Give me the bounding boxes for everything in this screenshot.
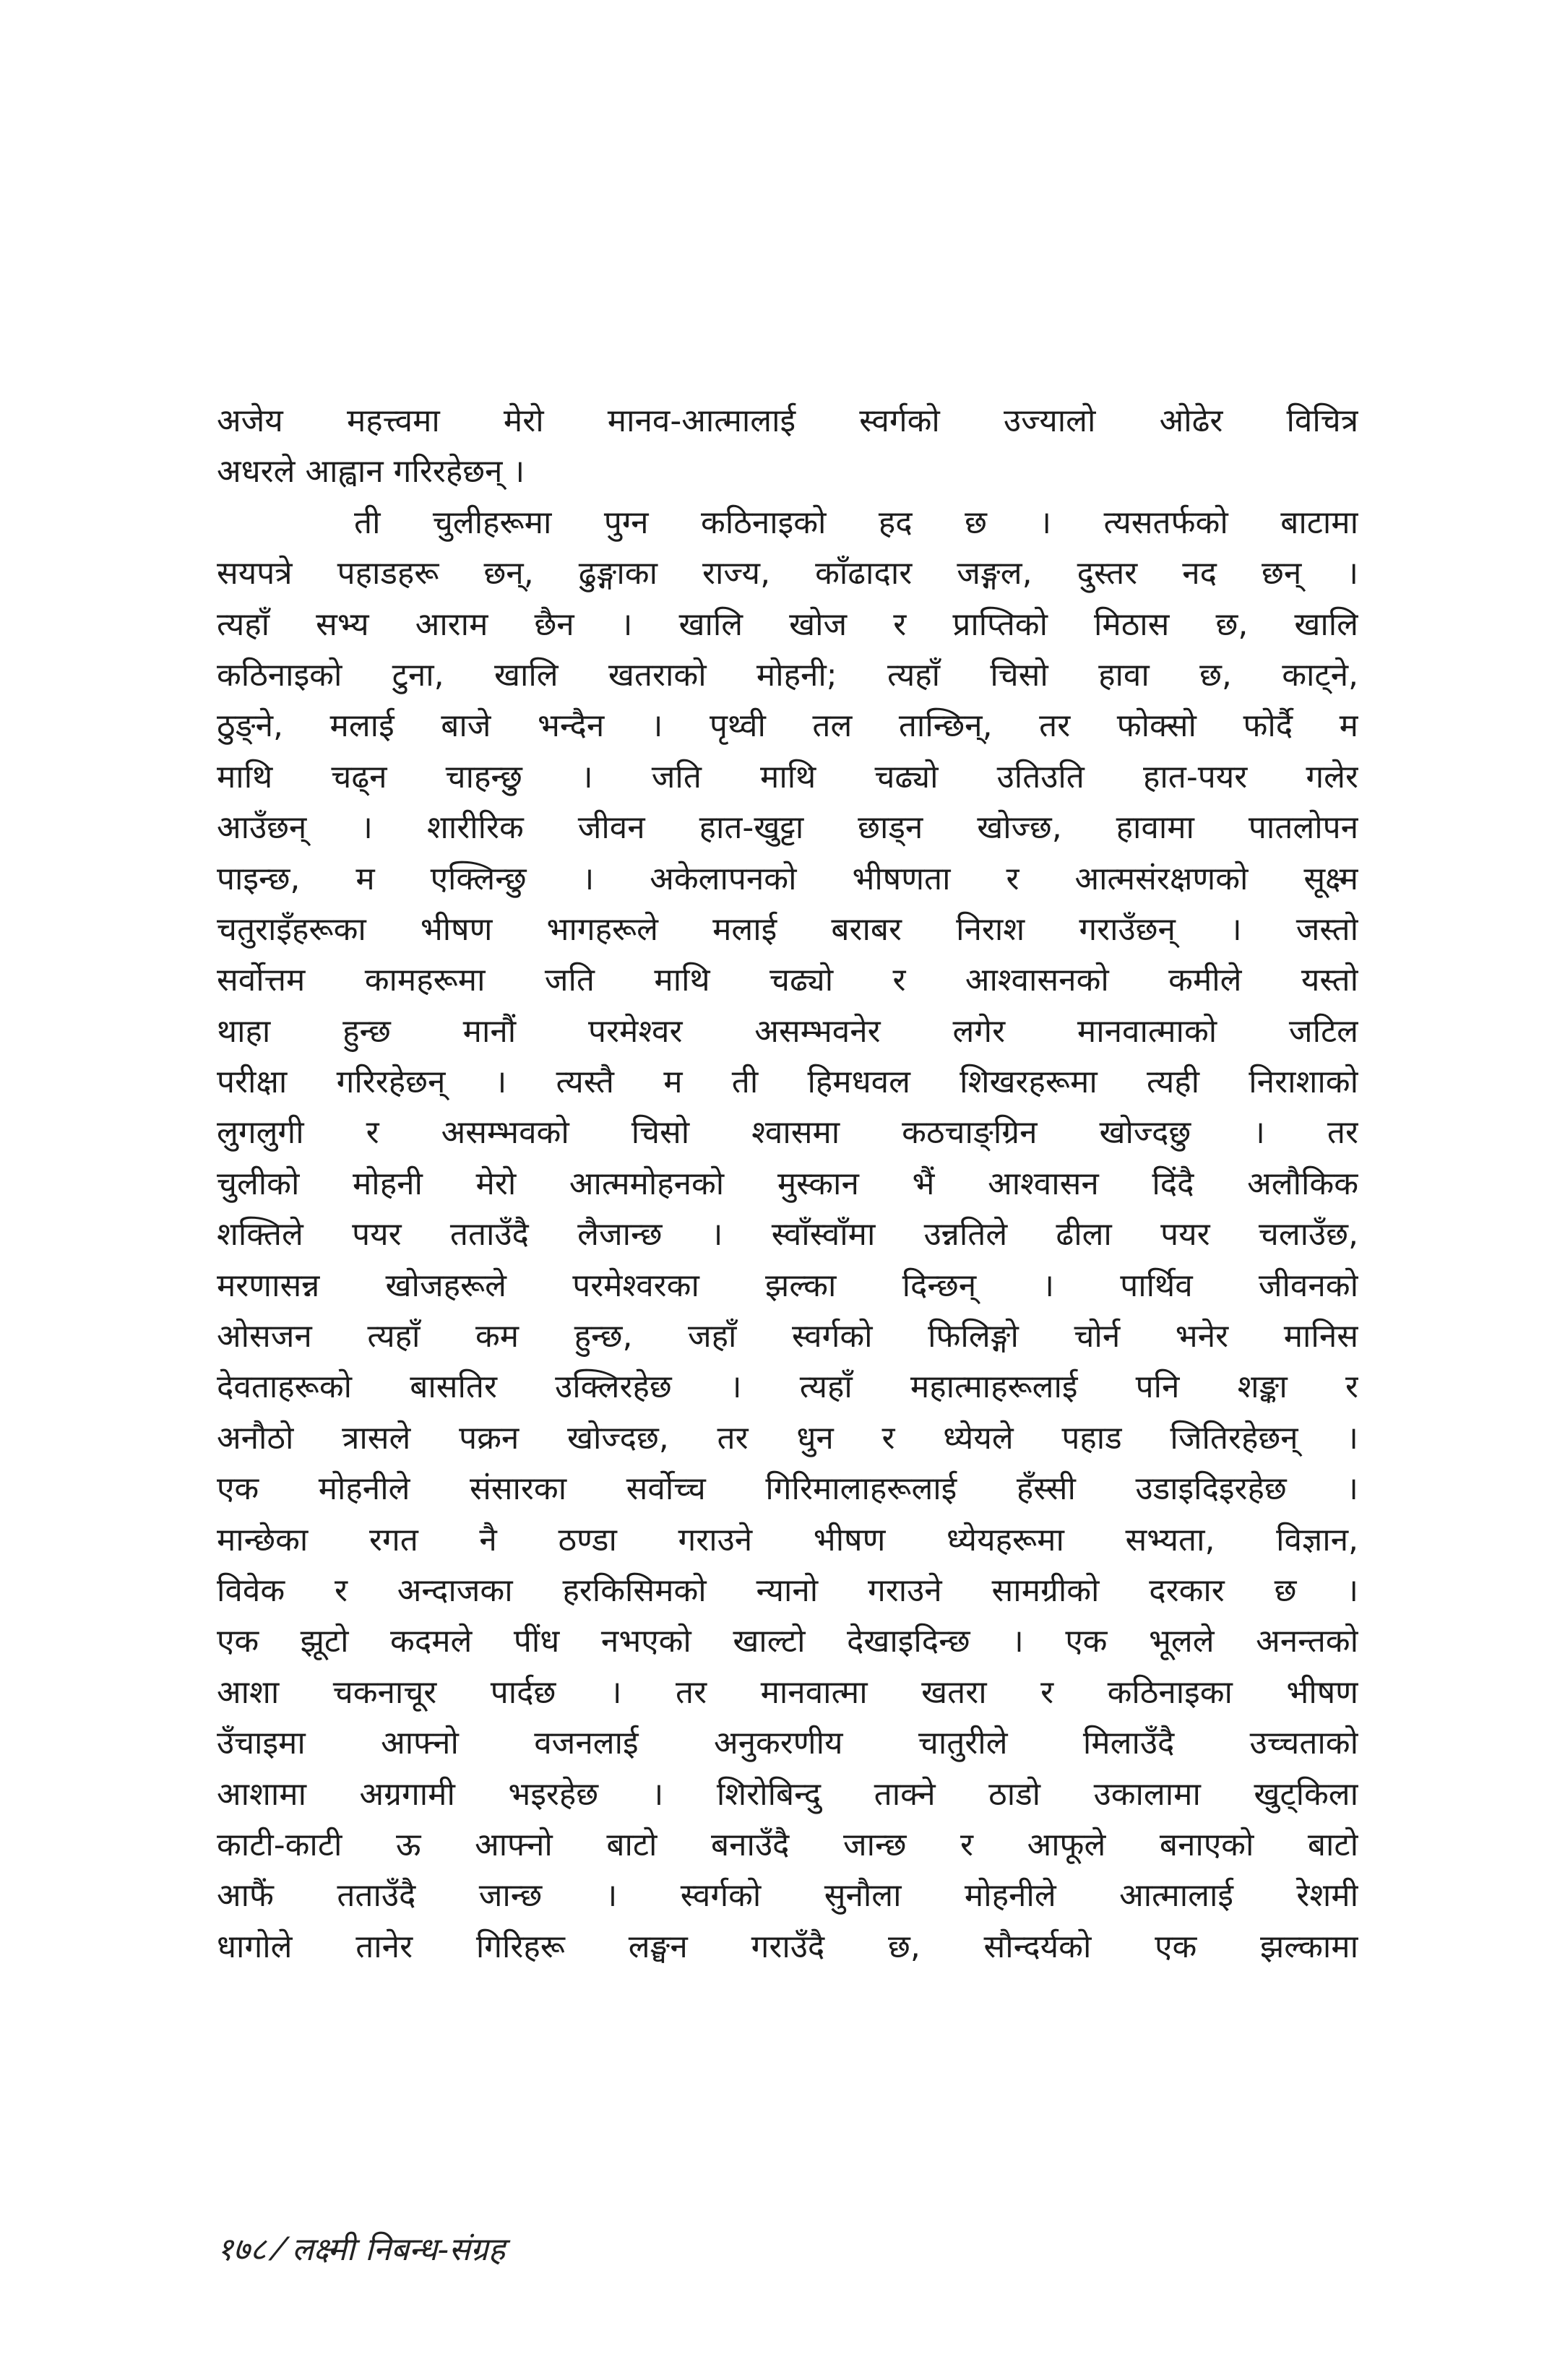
text-line: अधरले आह्वान गरिरहेछन् । xyxy=(217,453,525,491)
text-line: आफैं तताउँदै जान्छ । स्वर्गको सुनौला मोहनीले आत्मालाई रेशमी xyxy=(217,1877,1358,1915)
text-line: सयपत्रे पहाडहरू छन्, ढुङ्गाका राज्य, काँढादार जङ्गल, दुस्तर नद छन् । xyxy=(217,555,1358,592)
text-line: काटी-काटी ऊ आफ्नो बाटो बनाउँदै जान्छ र आफूले बनाएको बाटो xyxy=(217,1826,1358,1863)
text-line: सर्वोत्तम कामहरूमा जति माथि चढ्यो र आश्वासनको कमीले यस्तो xyxy=(217,962,1358,999)
text-line: मरणासन्न खोजहरूले परमेश्वरका झल्का दिन्छन् । पार्थिव जीवनको xyxy=(217,1267,1358,1304)
text-line: परीक्षा गरिरहेछन् । त्यस्तै म ती हिमधवल शिखरहरूमा त्यही निराशाको xyxy=(217,1064,1358,1101)
text-line: थाहा हुन्छ मानौं परमेश्वर असम्भवनेर लगेर मानवात्माको जटिल xyxy=(217,1012,1358,1050)
text-line: लुगलुगी र असम्भवको चिसो श्वासमा कठचाङ्ग्रिन खोज्दछु । तर xyxy=(217,1114,1358,1152)
text-line: एक मोहनीले संसारका सर्वोच्च गिरिमालाहरूलाई हँस्सी उडाइदिइरहेछ । xyxy=(217,1470,1358,1508)
text-line: अनौठो त्रासले पक्रन खोज्दछ, तर धुन र ध्येयले पहाड जितिरहेछन् । xyxy=(217,1419,1358,1457)
text-line: मान्छेका रगत नै ठण्डा गराउने भीषण ध्येयहरूमा सभ्यता, विज्ञान, xyxy=(217,1521,1358,1558)
text-line: चतुराइँहरूका भीषण भागहरूले मलाई बराबर निराश गराउँछन् । जस्तो xyxy=(217,910,1358,948)
text-line: एक झूटो कदमले पींध नभएको खाल्टो देखाइदिन्छ । एक भूलले अनन्तको xyxy=(217,1623,1358,1660)
text-line: उँचाइमा आफ्नो वजनलाई अनुकरणीय चातुरीले मिलाउँदै उच्चताको xyxy=(217,1725,1358,1762)
text-line: आशामा अग्रगामी भइरहेछ । शिरोबिन्दु ताक्ने ठाडो उकालामा खुट्किला xyxy=(217,1775,1358,1813)
text-line: कठिनाइको टुना, खालि खतराको मोहनी; त्यहाँ चिसो हावा छ, काट्ने, xyxy=(217,656,1358,694)
text-line: माथि चढ्न चाहन्छु । जति माथि चढ्यो उतिउति हात-पयर गलेर xyxy=(217,758,1358,796)
text-line: आशा चकनाचूर पार्दछ । तर मानवात्मा खतरा र कठिनाइका भीषण xyxy=(217,1673,1358,1711)
text-line: विवेक र अन्दाजका हरकिसिमको न्यानो गराउने सामग्रीको दरकार छ । xyxy=(217,1571,1358,1609)
page-footer: १७८ ⁄ लक्ष्मी निबन्ध-संग्रह xyxy=(217,2231,506,2268)
text-line: पाइन्छ, म एक्लिन्छु । अकेलापनको भीषणता र आत्मसंरक्षणको सूक्ष्म xyxy=(217,860,1358,897)
text-line: चुलीको मोहनी मेरो आत्ममोहनको मुस्कान भैं आश्वासन दिंदै अलौकिक xyxy=(217,1165,1358,1202)
text-line: शक्तिले पयर तताउँदै लैजान्छ । स्वाँस्वाँमा उन्नतिले ढीला पयर चलाउँछ, xyxy=(217,1216,1358,1254)
text-line: ओसजन त्यहाँ कम हुन्छ, जहाँ स्वर्गको फिलिङ्गो चोर्न भनेर मानिस xyxy=(217,1318,1358,1355)
text-line: आउँछन् । शारीरिक जीवन हात-खुट्टा छाड्न खोज्छ, हावामा पातलोपन xyxy=(217,809,1358,847)
text-line: धागोले तानेर गिरिहरू लङ्घन गराउँदै छ, सौन्दर्यको एक झल्कामा xyxy=(217,1928,1358,1965)
text-line: देवताहरूको बासतिर उक्लिरहेछ । त्यहाँ महात्माहरूलाई पनि शङ्का र xyxy=(217,1368,1358,1406)
essay-text xyxy=(217,396,1358,1972)
text-line: ठुङ्ने, मलाई बाजे भन्दैन । पृथ्वी तल तान्छिन्, तर फोक्सो फोर्दै म xyxy=(217,707,1358,745)
paragraph-start-line: ती चुलीहरूमा पुग्न कठिनाइको हद छ । त्यसतर्फको बाटामा xyxy=(354,504,1358,541)
text-line: त्यहाँ सभ्य आराम छैन । खालि खोज र प्राप्तिको मिठास छ, खालि xyxy=(217,605,1358,643)
text-line: अजेय महत्त्वमा मेरो मानव-आत्मालाई स्वर्गको उज्यालो ओढेर विचित्र xyxy=(217,402,1358,439)
